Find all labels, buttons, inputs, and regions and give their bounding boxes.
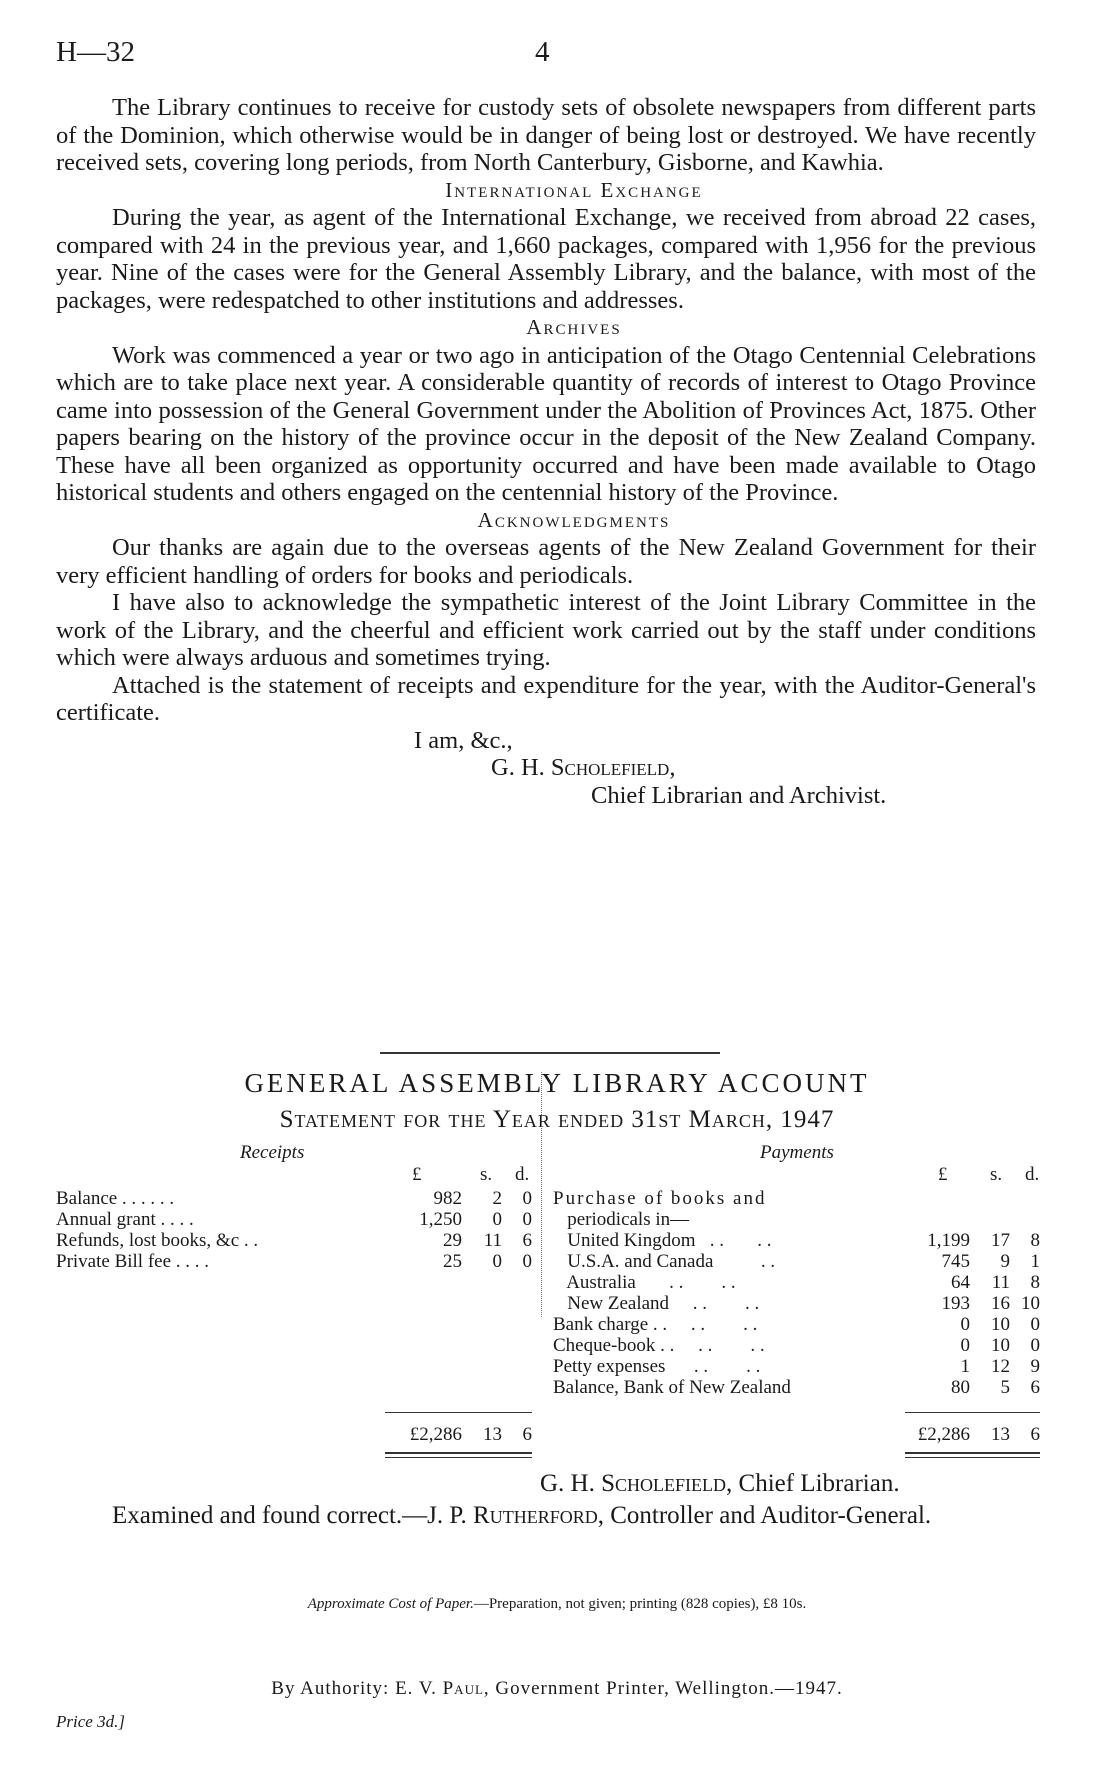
final-signature <box>540 1470 900 1498</box>
final-signature-name: G. H. Scholefield, <box>540 1470 733 1497</box>
paragraph-ack-agents: Our thanks are again due to the overseas agents of the New Zealand Government for their very efficient handling of orders for books and periodicals. <box>56 534 1036 589</box>
payment-pounds: 80 <box>951 1377 970 1398</box>
table-row <box>893 1424 1040 1445</box>
receipts-total-pence: 6 <box>522 1424 532 1445</box>
receipts-double-rule <box>385 1452 532 1458</box>
payments-double-rule <box>905 1452 1040 1458</box>
payments-total-pounds: £2,286 <box>917 1424 970 1445</box>
payment-label: Cheque-book . . . . . . <box>553 1335 765 1356</box>
payment-label: Australia . . . . <box>553 1272 736 1293</box>
report-body <box>56 94 1036 809</box>
payment-pence: 1 <box>1030 1251 1040 1272</box>
signature-title: Chief Librarian and Archivist. <box>591 781 887 809</box>
receipt-shillings: 0 <box>492 1209 502 1230</box>
payment-shillings: 12 <box>991 1356 1010 1377</box>
payment-pence: 10 <box>1021 1293 1040 1314</box>
page-number: 4 <box>535 36 550 68</box>
table-row <box>553 1272 1040 1293</box>
receipts-pounds-header: £ <box>412 1164 422 1185</box>
payment-pence: 0 <box>1030 1335 1040 1356</box>
receipts-heading: Receipts <box>240 1142 305 1163</box>
table-row <box>553 1293 1040 1314</box>
table-row <box>56 1209 532 1230</box>
payment-shillings: 17 <box>991 1230 1010 1251</box>
payment-label: periodicals in— <box>553 1209 690 1230</box>
payment-pounds: 1 <box>960 1356 970 1377</box>
payment-pence: 9 <box>1030 1356 1040 1377</box>
receipt-label: Annual grant . . . . <box>56 1209 194 1230</box>
receipt-shillings: 2 <box>492 1188 502 1209</box>
receipt-pence: 6 <box>522 1230 532 1251</box>
receipt-pounds: 982 <box>433 1188 462 1209</box>
table-row <box>553 1335 1040 1356</box>
payments-heading: Payments <box>760 1142 834 1163</box>
payment-pounds: 64 <box>951 1272 970 1293</box>
payment-pounds: 745 <box>941 1251 970 1272</box>
audit-text-a: Examined and found correct.—J. P. <box>112 1502 474 1529</box>
payment-label: U.S.A. and Canada . . <box>553 1251 776 1272</box>
payment-pounds: 193 <box>941 1293 970 1314</box>
receipt-pounds: 1,250 <box>419 1209 462 1230</box>
audit-text-b: , Controller and Auditor-General. <box>597 1502 932 1529</box>
receipt-label: Refunds, lost books, &c . . <box>56 1230 259 1251</box>
payments-table <box>553 1188 1040 1398</box>
receipts-total-rule <box>385 1412 532 1413</box>
receipts-total <box>385 1424 532 1445</box>
receipts-shillings-header: s. <box>480 1164 493 1185</box>
paragraph-archives: Work was commenced a year or two ago in anticipation of the Otago Centennial Celebrations which are to take place next year. A considerable quantity of records of interest to Otago Province came into possession of the General Government under the Abolition of Provinces Act, 1875. Other papers bearing on the history of the province occur in the deposit of the New Zealand Company. These have all been organized as opportunity occurred and have been made available to Otago historical students and others engaged on the centennial history of the Province. <box>56 341 1036 506</box>
table-row <box>553 1230 1040 1251</box>
receipts-table <box>56 1188 532 1272</box>
heading-acknowledgments: Acknowledgments <box>477 507 671 532</box>
payment-pence: 6 <box>1030 1377 1040 1398</box>
heading-international-exchange: International Exchange <box>445 177 703 202</box>
payments-total-rule <box>905 1412 1040 1413</box>
cost-label: Approximate Cost of Paper. <box>307 1596 474 1612</box>
cost-of-paper <box>0 1596 1114 1613</box>
account-subtitle: Statement for the Year ended 31st March, 1947 <box>279 1106 835 1133</box>
payment-label: Purchase of books and <box>553 1188 767 1209</box>
receipt-pounds: 25 <box>443 1251 462 1272</box>
payments-total-shillings: 13 <box>991 1424 1010 1445</box>
paragraph-international-exchange: During the year, as agent of the International Exchange, we received from abroad 22 cases, compared with 24 in the previous year, and 1,660 packages, compared with 1,956 for the previous year. Nine of the cases were for the General Assembly Library, and the balance, with most of the packages, were redespatched to other institutions and addresses. <box>56 204 1036 314</box>
receipt-pounds: 29 <box>443 1230 462 1251</box>
price: Price 3d.] <box>56 1712 125 1731</box>
auditor-name: Rutherford <box>473 1502 598 1529</box>
column-divider <box>541 1072 542 1317</box>
cost-text: —Preparation, not given; printing (828 copies), £8 10s. <box>473 1596 807 1612</box>
table-row <box>385 1424 532 1445</box>
table-row <box>553 1356 1040 1377</box>
receipt-label: Private Bill fee . . . . <box>56 1251 210 1272</box>
table-row <box>56 1230 532 1251</box>
payment-shillings: 11 <box>991 1272 1010 1293</box>
account-title: GENERAL ASSEMBLY LIBRARY ACCOUNT <box>244 1068 870 1098</box>
receipt-shillings: 11 <box>483 1230 502 1251</box>
payment-shillings: 5 <box>1000 1377 1010 1398</box>
payment-pounds: 1,199 <box>927 1230 970 1251</box>
payment-label: United Kingdom . . . . <box>553 1230 772 1251</box>
receipt-pence: 0 <box>522 1188 532 1209</box>
table-row <box>553 1188 1040 1209</box>
payments-pounds-header: £ <box>938 1164 948 1185</box>
paragraph-attached-statement: Attached is the statement of receipts and expenditure for the year, with the Auditor-General's certificate. <box>56 671 1036 726</box>
table-row <box>553 1377 1040 1398</box>
heading-archives: Archives <box>526 315 622 339</box>
section-divider <box>380 1052 720 1054</box>
payment-pence: 0 <box>1030 1314 1040 1335</box>
payment-label: Balance, Bank of New Zealand <box>553 1377 791 1398</box>
document-reference: H—32 <box>56 36 135 68</box>
payment-label: Petty expenses . . . . <box>553 1356 761 1377</box>
table-row <box>553 1251 1040 1272</box>
payment-pounds: 0 <box>960 1314 970 1335</box>
payment-label: Bank charge . . . . . . <box>553 1314 758 1335</box>
payments-shillings-header: s. <box>990 1164 1003 1185</box>
closing-line: I am, &c., <box>414 726 513 754</box>
receipts-total-pounds: £2,286 <box>409 1424 462 1445</box>
receipts-total-shillings: 13 <box>483 1424 502 1445</box>
payment-label: New Zealand . . . . <box>553 1293 760 1314</box>
payment-shillings: 16 <box>991 1293 1010 1314</box>
receipt-pence: 0 <box>522 1251 532 1272</box>
table-row <box>56 1251 532 1272</box>
printer-authority <box>0 1678 1114 1700</box>
audit-certificate <box>56 1502 1036 1530</box>
payments-total-pence: 6 <box>1030 1424 1040 1445</box>
payment-shillings: 10 <box>991 1335 1010 1356</box>
payments-pence-header: d. <box>1025 1164 1040 1185</box>
authority-text-b: , Government Printer, Wellington.—1947. <box>483 1678 843 1699</box>
receipt-shillings: 0 <box>492 1251 502 1272</box>
paragraph-newspapers: The Library continues to receive for custody sets of obsolete newspapers from different parts of the Dominion, which otherwise would be in danger of being lost or destroyed. We have recently received sets, covering long periods, from North Canterbury, Gisborne, and Kawhia. <box>56 94 1036 176</box>
signature-name: G. H. Scholefield, <box>491 754 676 781</box>
payment-pence: 8 <box>1030 1230 1040 1251</box>
payment-shillings: 10 <box>991 1314 1010 1335</box>
table-row <box>553 1314 1040 1335</box>
receipts-pence-header: d. <box>515 1164 530 1185</box>
receipt-label: Balance . . . . . . <box>56 1188 175 1209</box>
paragraph-ack-committee: I have also to acknowledge the sympathetic interest of the Joint Library Committee in the work of the Library, and the cheerful and efficient work carried out by the staff under conditions which were always arduous and sometimes trying. <box>56 589 1036 671</box>
payment-shillings: 9 <box>1000 1251 1010 1272</box>
payments-total <box>893 1424 1040 1445</box>
final-signature-title: Chief Librarian. <box>732 1470 900 1497</box>
payment-pounds: 0 <box>960 1335 970 1356</box>
printer-name: Paul <box>442 1678 484 1699</box>
table-row <box>553 1209 1040 1230</box>
payment-pence: 8 <box>1030 1272 1040 1293</box>
receipt-pence: 0 <box>522 1209 532 1230</box>
authority-text-a: By Authority: E. V. <box>271 1678 443 1699</box>
table-row <box>56 1188 532 1209</box>
